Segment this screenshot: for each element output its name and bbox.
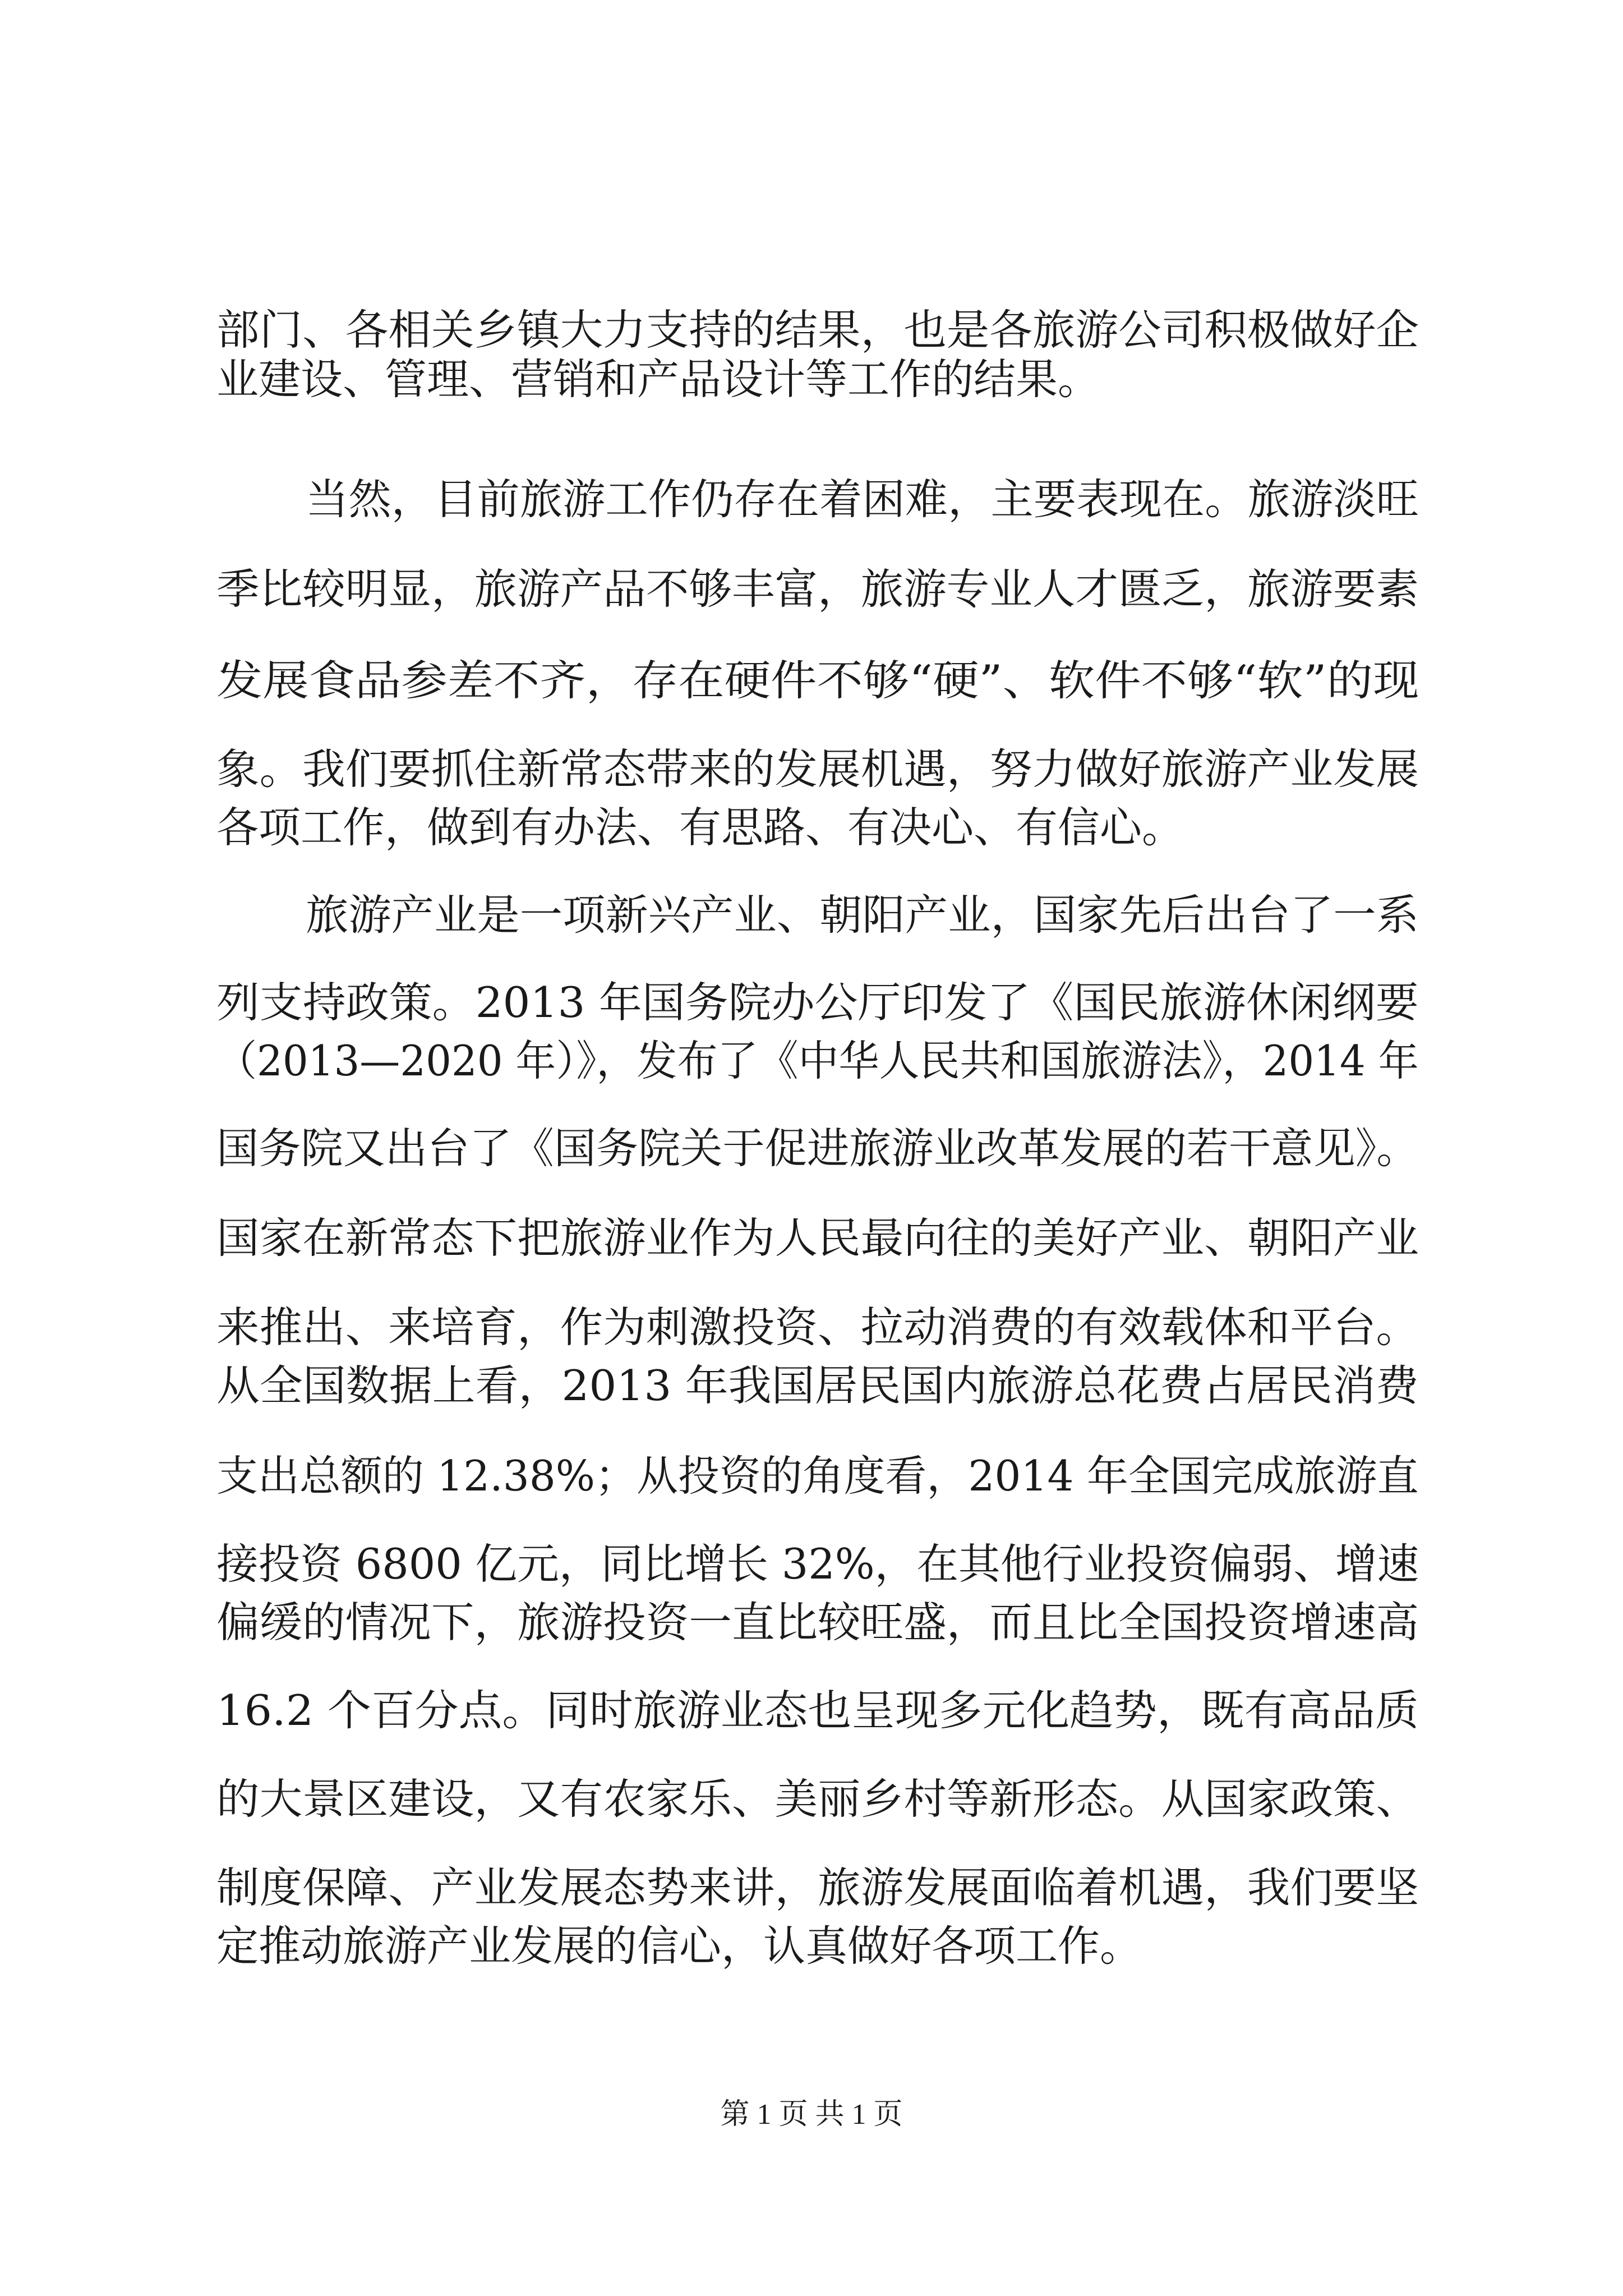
text-line-13: 来推出、来培育，作为刺激投资、拉动消费的有效载体和平台。: [216, 1303, 1419, 1352]
text-line-14: 从全国数据上看，2013 年我国居民国内旅游总花费占居民消费: [216, 1361, 1419, 1410]
text-line-4: 季比较明显，旅游产品不够丰富，旅游专业人才匮乏，旅游要素: [216, 564, 1419, 614]
text-line-16: 接投资 6800 亿元，同比增长 32%，在其他行业投资偏弱、增速: [216, 1539, 1419, 1589]
text-line-8: 旅游产业是一项新兴产业、朝阳产业，国家先后出台了一系: [306, 890, 1419, 940]
text-line-5: 发展食品参差不齐，存在硬件不够“硬”、软件不够“软”的现: [216, 656, 1419, 705]
page-footer: 第 1 页 共 1 页: [720, 2099, 903, 2131]
text-line-15: 支出总额的 12.38%；从投资的角度看，2014 年全国完成旅游直: [216, 1451, 1419, 1501]
text-line-3: 当然，目前旅游工作仍存在着困难，主要表现在。旅游淡旺: [306, 475, 1419, 524]
text-line-19: 的大景区建设，又有农家乐、美丽乡村等新形态。从国家政策、: [216, 1774, 1419, 1824]
text-line-7: 各项工作，做到有办法、有思路、有决心、有信心。: [216, 803, 1184, 852]
text-line-10: （2013—2020 年）》，发布了《中华人民共和国旅游法》，2014 年: [216, 1036, 1419, 1085]
text-line-12: 国家在新常态下把旅游业作为人民最向往的美好产业、朝阳产业: [216, 1213, 1419, 1263]
text-line-2: 业建设、管理、营销和产品设计等工作的结果。: [216, 355, 1100, 404]
text-line-9: 列支持政策。2013 年国务院办公厅印发了《国民旅游休闲纲要: [216, 978, 1419, 1027]
text-line-6: 象。我们要抓住新常态带来的发展机遇，努力做好旅游产业发展: [216, 744, 1419, 794]
text-line-20: 制度保障、产业发展态势来讲，旅游发展面临着机遇，我们要坚: [216, 1863, 1419, 1912]
text-line-17: 偏缓的情况下，旅游投资一直比较旺盛，而且比全国投资增速高: [216, 1598, 1419, 1647]
text-line-18: 16.2 个百分点。同时旅游业态也呈现多元化趋势，既有高品质: [216, 1686, 1419, 1735]
text-line-21: 定推动旅游产业发展的信心，认真做好各项工作。: [216, 1921, 1142, 1971]
text-line-11: 国务院又出台了《国务院关于促进旅游业改革发展的若干意见》。: [216, 1124, 1419, 1173]
text-line-1: 部门、各相关乡镇大力支持的结果，也是各旅游公司积极做好企: [216, 305, 1419, 355]
